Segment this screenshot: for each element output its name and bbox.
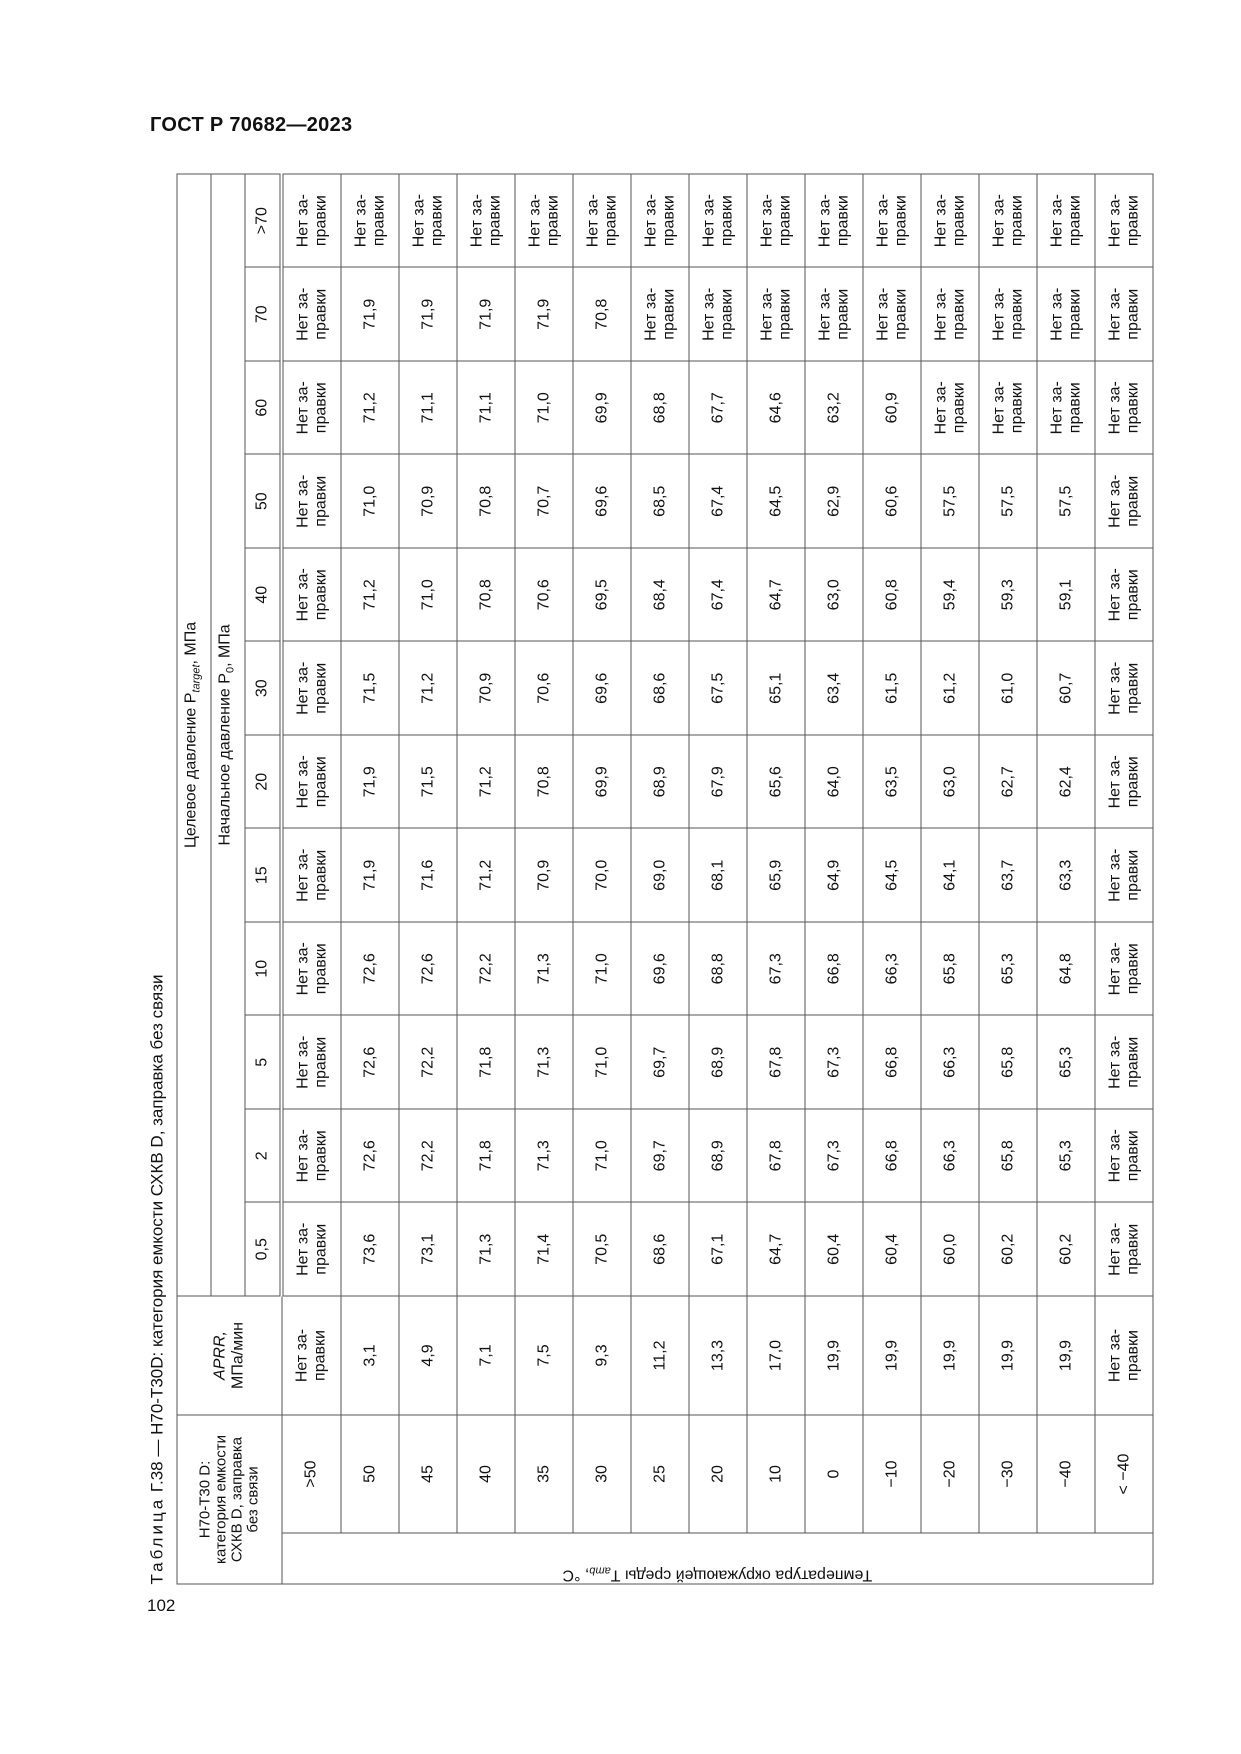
aprr-cell: 7,1 (457, 1296, 515, 1415)
initial-sub: 0 (224, 666, 237, 674)
temperature-cell: −20 (921, 1415, 979, 1533)
pressure-cell: 72,6 (341, 1109, 399, 1203)
pressure-cell: 69,7 (631, 1109, 689, 1203)
column-header: 40 (245, 548, 282, 642)
pressure-cell: 67,3 (805, 1015, 863, 1109)
document-header: ГОСТ Р 70682—2023 (150, 114, 353, 136)
table-row (979, 174, 1037, 1584)
pressure-cell: 72,2 (399, 1015, 457, 1109)
pressure-cell: 70,9 (457, 641, 515, 735)
pressure-cell: 60,6 (863, 454, 921, 548)
pressure-cell: Нет за- правки (1095, 1202, 1153, 1296)
temperature-cell: 45 (399, 1415, 457, 1533)
pressure-cell: 71,1 (457, 361, 515, 455)
pressure-cell: 71,8 (457, 1015, 515, 1109)
pressure-cell: 66,3 (921, 1109, 979, 1203)
pressure-cell: Нет за- правки (457, 174, 515, 268)
pressure-cell: 67,4 (689, 548, 747, 642)
pressure-cell: 71,0 (341, 454, 399, 548)
target-pressure-header (177, 174, 211, 1296)
pressure-cell: 60,0 (921, 1202, 979, 1296)
temperature-cell: 50 (341, 1415, 399, 1533)
temperature-cell: 0 (805, 1415, 863, 1533)
pressure-cell: Нет за- правки (1095, 454, 1153, 548)
pressure-cell: 65,1 (747, 641, 805, 735)
pressure-cell: 70,6 (515, 641, 573, 735)
pressure-cell: 64,7 (747, 1202, 805, 1296)
corner-header: Н70-Т30 D: категория емкости СХКВ D, заправка без связи (177, 1415, 282, 1584)
aprr-cell: 17,0 (747, 1296, 805, 1415)
ambient-temperature-side-header (282, 1533, 1154, 1584)
pressure-cell: 71,6 (399, 828, 457, 922)
temperature-cell: >50 (282, 1415, 342, 1533)
pressure-cell: Нет за- правки (747, 267, 805, 361)
pressure-cell: Нет за- правки (1095, 828, 1153, 922)
aprr-header (177, 1296, 282, 1415)
pressure-cell: 69,7 (631, 1015, 689, 1109)
pressure-cell: 63,3 (1037, 828, 1095, 922)
pressure-cell: 71,8 (457, 1109, 515, 1203)
pressure-cell: 60,2 (979, 1202, 1037, 1296)
column-header: 10 (245, 922, 282, 1016)
pressure-cell: 71,2 (457, 828, 515, 922)
target-label: Целевое давление P (182, 692, 200, 848)
pressure-cell: Нет за- правки (1037, 361, 1095, 455)
aprr-label: APRR, (211, 1331, 229, 1380)
pressure-cell: 67,9 (689, 735, 747, 829)
side-label: Температура окружающей среды T (610, 1566, 873, 1584)
temperature-cell: 35 (515, 1415, 573, 1533)
pressure-cell: 67,1 (689, 1202, 747, 1296)
pressure-cell: Нет за- правки (805, 267, 863, 361)
table-row (689, 174, 747, 1584)
pressure-cell: 71,4 (515, 1202, 573, 1296)
pressure-cell: 69,9 (573, 361, 631, 455)
caption-text: Г.38 — Н70-Т30D: категория емкости СХКВ D, заправка без связи (147, 974, 167, 1497)
table-row (341, 174, 399, 1584)
pressure-cell: 60,4 (805, 1202, 863, 1296)
pressure-cell: Нет за- правки (631, 174, 689, 268)
pressure-cell: 70,9 (399, 454, 457, 548)
pressure-cell: 70,5 (573, 1202, 631, 1296)
pressure-cell: Нет за- правки (1095, 1109, 1153, 1203)
pressure-cell: 71,0 (399, 548, 457, 642)
pressure-cell: Нет за- правки (979, 361, 1037, 455)
pressure-cell: 68,9 (689, 1109, 747, 1203)
table-row (457, 174, 515, 1584)
pressure-cell: 70,6 (515, 548, 573, 642)
pressure-cell: 67,3 (747, 922, 805, 1016)
pressure-cell: 65,9 (747, 828, 805, 922)
pressure-cell: 67,5 (689, 641, 747, 735)
initial-label: Начальное давление P (216, 673, 234, 846)
pressure-cell: Нет за- правки (282, 361, 342, 455)
pressure-cell: Нет за- правки (921, 361, 979, 455)
column-header: 2 (245, 1109, 282, 1203)
pressure-cell: 71,0 (515, 361, 573, 455)
column-header: 0,5 (245, 1202, 282, 1296)
pressure-cell: 71,0 (573, 1109, 631, 1203)
pressure-cell: 71,3 (457, 1202, 515, 1296)
pressure-cell: 57,5 (979, 454, 1037, 548)
table-row (1095, 174, 1153, 1584)
pressure-cell: Нет за- правки (515, 174, 573, 268)
pressure-cell: Нет за- правки (282, 174, 342, 268)
pressure-cell: 67,7 (689, 361, 747, 455)
pressure-cell: 71,2 (341, 548, 399, 642)
pressure-cell: Нет за- правки (689, 267, 747, 361)
column-header: 70 (245, 267, 282, 361)
pressure-cell: Нет за- правки (1095, 174, 1153, 268)
target-unit: , МПа (182, 621, 200, 665)
pressure-cell: 70,8 (457, 454, 515, 548)
column-header: 60 (245, 361, 282, 455)
temperature-cell: 30 (573, 1415, 631, 1533)
table-row (282, 174, 342, 1584)
pressure-cell: 66,3 (921, 1015, 979, 1109)
pressure-cell: Нет за- правки (979, 267, 1037, 361)
table-row (515, 174, 573, 1584)
pressure-cell: 66,8 (863, 1109, 921, 1203)
temperature-cell: −30 (979, 1415, 1037, 1533)
column-header: 20 (245, 735, 282, 829)
pressure-cell: Нет за- правки (282, 1202, 342, 1296)
pressure-cell: 63,5 (863, 735, 921, 829)
column-header: >70 (245, 174, 282, 268)
pressure-cell: 65,3 (1037, 1015, 1095, 1109)
pressure-cell: 65,3 (979, 922, 1037, 1016)
rotated-table-block (145, 175, 1162, 1585)
pressure-cell: 71,2 (341, 361, 399, 455)
target-sub: target (190, 664, 203, 693)
pressure-cell: Нет за- правки (282, 1015, 342, 1109)
pressure-cell: 71,3 (515, 922, 573, 1016)
aprr-cell: 11,2 (631, 1296, 689, 1415)
pressure-cell: 67,8 (747, 1109, 805, 1203)
table-row (631, 174, 689, 1584)
pressure-cell: 65,8 (979, 1109, 1037, 1203)
aprr-cell: 4,9 (399, 1296, 457, 1415)
pressure-cell: 68,1 (689, 828, 747, 922)
pressure-cell: 63,0 (805, 548, 863, 642)
pressure-cell: 61,5 (863, 641, 921, 735)
pressure-cell: Нет за- правки (1095, 1015, 1153, 1109)
pressure-cell: 62,9 (805, 454, 863, 548)
temperature-cell: −40 (1037, 1415, 1095, 1533)
pressure-cell: 71,2 (399, 641, 457, 735)
pressure-cell: 71,5 (399, 735, 457, 829)
pressure-cell: 68,4 (631, 548, 689, 642)
pressure-cell: 60,9 (863, 361, 921, 455)
pressure-cell: Нет за- правки (747, 174, 805, 268)
pressure-cell: Нет за- правки (805, 174, 863, 268)
temperature-cell: 40 (457, 1415, 515, 1533)
pressure-cell: 67,8 (747, 1015, 805, 1109)
pressure-cell: 57,5 (1037, 454, 1095, 548)
pressure-cell: 70,7 (515, 454, 573, 548)
aprr-cell: 19,9 (921, 1296, 979, 1415)
pressure-cell: 60,8 (863, 548, 921, 642)
pressure-cell: Нет за- правки (282, 735, 342, 829)
pressure-cell: 60,4 (863, 1202, 921, 1296)
pressure-cell: 70,9 (515, 828, 573, 922)
pressure-cell: 63,4 (805, 641, 863, 735)
pressure-cell: 71,9 (341, 735, 399, 829)
pressure-cell: Нет за- правки (282, 641, 342, 735)
pressure-cell: 71,5 (341, 641, 399, 735)
pressure-cell: 71,0 (573, 922, 631, 1016)
pressure-cell: 67,3 (805, 1109, 863, 1203)
pressure-cell: 59,3 (979, 548, 1037, 642)
table-caption (145, 175, 177, 1585)
pressure-cell: 71,9 (341, 828, 399, 922)
pressure-cell: 72,6 (341, 922, 399, 1016)
pressure-cell: Нет за- правки (282, 922, 342, 1016)
pressure-cell: 59,4 (921, 548, 979, 642)
pressure-cell: Нет за- правки (399, 174, 457, 268)
pressure-cell: 71,3 (515, 1015, 573, 1109)
pressure-cell: 71,0 (573, 1015, 631, 1109)
aprr-cell: 19,9 (805, 1296, 863, 1415)
pressure-cell: 73,6 (341, 1202, 399, 1296)
pressure-cell: Нет за- правки (921, 267, 979, 361)
pressure-cell: 64,7 (747, 548, 805, 642)
pressure-cell: 62,4 (1037, 735, 1095, 829)
table-row (805, 174, 863, 1584)
aprr-cell: 19,9 (1037, 1296, 1095, 1415)
pressure-cell: Нет за- правки (1095, 548, 1153, 642)
pressure-cell: 64,0 (805, 735, 863, 829)
pressure-cell: 71,9 (515, 267, 573, 361)
pressure-cell: 69,6 (631, 922, 689, 1016)
pressure-cell: 61,0 (979, 641, 1037, 735)
side-sub: amb (589, 1564, 611, 1577)
pressure-cell: 63,0 (921, 735, 979, 829)
pressure-cell: 66,8 (805, 922, 863, 1016)
aprr-cell: 9,3 (573, 1296, 631, 1415)
pressure-cell: 60,7 (1037, 641, 1095, 735)
aprr-cell: 13,3 (689, 1296, 747, 1415)
aprr-cell: 19,9 (979, 1296, 1037, 1415)
aprr-cell: 3,1 (341, 1296, 399, 1415)
pressure-cell: 72,2 (399, 1109, 457, 1203)
pressure-cell: 70,8 (573, 267, 631, 361)
temperature-cell: < −40 (1095, 1415, 1153, 1533)
aprr-cell: 7,5 (515, 1296, 573, 1415)
pressure-cell: 69,6 (573, 454, 631, 548)
pressure-cell: 60,2 (1037, 1202, 1095, 1296)
pressure-cell: 59,1 (1037, 548, 1095, 642)
pressure-cell: 71,3 (515, 1109, 573, 1203)
side-unit: , °С (562, 1566, 590, 1584)
table-row (573, 174, 631, 1584)
pressure-cell: Нет за- правки (1095, 641, 1153, 735)
pressure-cell: 68,6 (631, 1202, 689, 1296)
table-row (747, 174, 805, 1584)
temperature-cell: 25 (631, 1415, 689, 1533)
temperature-cell: −10 (863, 1415, 921, 1533)
pressure-cell: 64,6 (747, 361, 805, 455)
pressure-cell: 69,0 (631, 828, 689, 922)
table-row (399, 174, 457, 1584)
pressure-cell: 67,4 (689, 454, 747, 548)
pressure-cell: 68,9 (631, 735, 689, 829)
pressure-cell: 64,1 (921, 828, 979, 922)
pressure-cell: 71,1 (399, 361, 457, 455)
data-table (177, 173, 1154, 1584)
pressure-cell: 64,5 (863, 828, 921, 922)
pressure-cell: Нет за- правки (1095, 361, 1153, 455)
pressure-cell: Нет за- правки (341, 174, 399, 268)
temperature-cell: 20 (689, 1415, 747, 1533)
pressure-cell: 70,0 (573, 828, 631, 922)
pressure-cell: Нет за- правки (921, 174, 979, 268)
initial-pressure-header (211, 174, 245, 1296)
pressure-cell: Нет за- правки (631, 267, 689, 361)
table-row (921, 174, 979, 1584)
column-header: 50 (245, 454, 282, 548)
pressure-cell: 69,9 (573, 735, 631, 829)
pressure-cell: 68,8 (631, 361, 689, 455)
pressure-cell: Нет за- правки (1037, 267, 1095, 361)
pressure-cell: 66,8 (863, 1015, 921, 1109)
pressure-cell: 64,9 (805, 828, 863, 922)
pressure-cell: Нет за- правки (282, 267, 342, 361)
aprr-cell: 19,9 (863, 1296, 921, 1415)
page-number: 102 (147, 1596, 176, 1615)
aprr-cell: Нет за- правки (282, 1296, 342, 1415)
pressure-cell: Нет за- правки (282, 454, 342, 548)
column-header: 5 (245, 1015, 282, 1109)
pressure-cell: 73,1 (399, 1202, 457, 1296)
pressure-cell: 61,2 (921, 641, 979, 735)
pressure-cell: 71,9 (399, 267, 457, 361)
pressure-cell: 71,2 (457, 735, 515, 829)
pressure-cell: 69,5 (573, 548, 631, 642)
pressure-cell: 62,7 (979, 735, 1037, 829)
pressure-cell: 72,6 (399, 922, 457, 1016)
pressure-cell: 68,9 (689, 1015, 747, 1109)
pressure-cell: 70,8 (457, 548, 515, 642)
pressure-cell: 68,8 (689, 922, 747, 1016)
pressure-cell: Нет за- правки (979, 174, 1037, 268)
pressure-cell: 65,6 (747, 735, 805, 829)
pressure-cell: 64,8 (1037, 922, 1095, 1016)
pressure-cell: Нет за- правки (282, 828, 342, 922)
pressure-cell: 71,9 (341, 267, 399, 361)
pressure-cell: 68,6 (631, 641, 689, 735)
column-header: 30 (245, 641, 282, 735)
pressure-cell: Нет за- правки (1037, 174, 1095, 268)
pressure-cell: Нет за- правки (282, 548, 342, 642)
pressure-cell: 64,5 (747, 454, 805, 548)
aprr-unit: МПа/мин (229, 1322, 247, 1389)
pressure-cell: Нет за- правки (282, 1109, 342, 1203)
column-header: 15 (245, 828, 282, 922)
table-row (1037, 174, 1095, 1584)
pressure-cell: 65,3 (1037, 1109, 1095, 1203)
pressure-cell: Нет за- правки (1095, 267, 1153, 361)
pressure-cell: 66,3 (863, 922, 921, 1016)
pressure-cell: 57,5 (921, 454, 979, 548)
pressure-cell: 70,8 (515, 735, 573, 829)
temperature-cell: 10 (747, 1415, 805, 1533)
pressure-cell: 72,2 (457, 922, 515, 1016)
pressure-cell: Нет за- правки (1095, 922, 1153, 1016)
pressure-cell: 71,9 (457, 267, 515, 361)
pressure-cell: Нет за- правки (1095, 735, 1153, 829)
pressure-cell: 68,5 (631, 454, 689, 548)
pressure-cell: Нет за- правки (863, 174, 921, 268)
pressure-cell: 65,8 (979, 1015, 1037, 1109)
aprr-cell: Нет за- правки (1095, 1296, 1153, 1415)
pressure-cell: 69,6 (573, 641, 631, 735)
pressure-cell: Нет за- правки (573, 174, 631, 268)
pressure-cell: 63,7 (979, 828, 1037, 922)
initial-unit: , МПа (216, 624, 234, 667)
pressure-cell: Нет за- правки (863, 267, 921, 361)
pressure-cell: Нет за- правки (689, 174, 747, 268)
pressure-cell: 65,8 (921, 922, 979, 1016)
caption-prefix: Таблица (147, 1496, 167, 1585)
table-row (863, 174, 921, 1584)
pressure-cell: 72,6 (341, 1015, 399, 1109)
pressure-cell: 63,2 (805, 361, 863, 455)
